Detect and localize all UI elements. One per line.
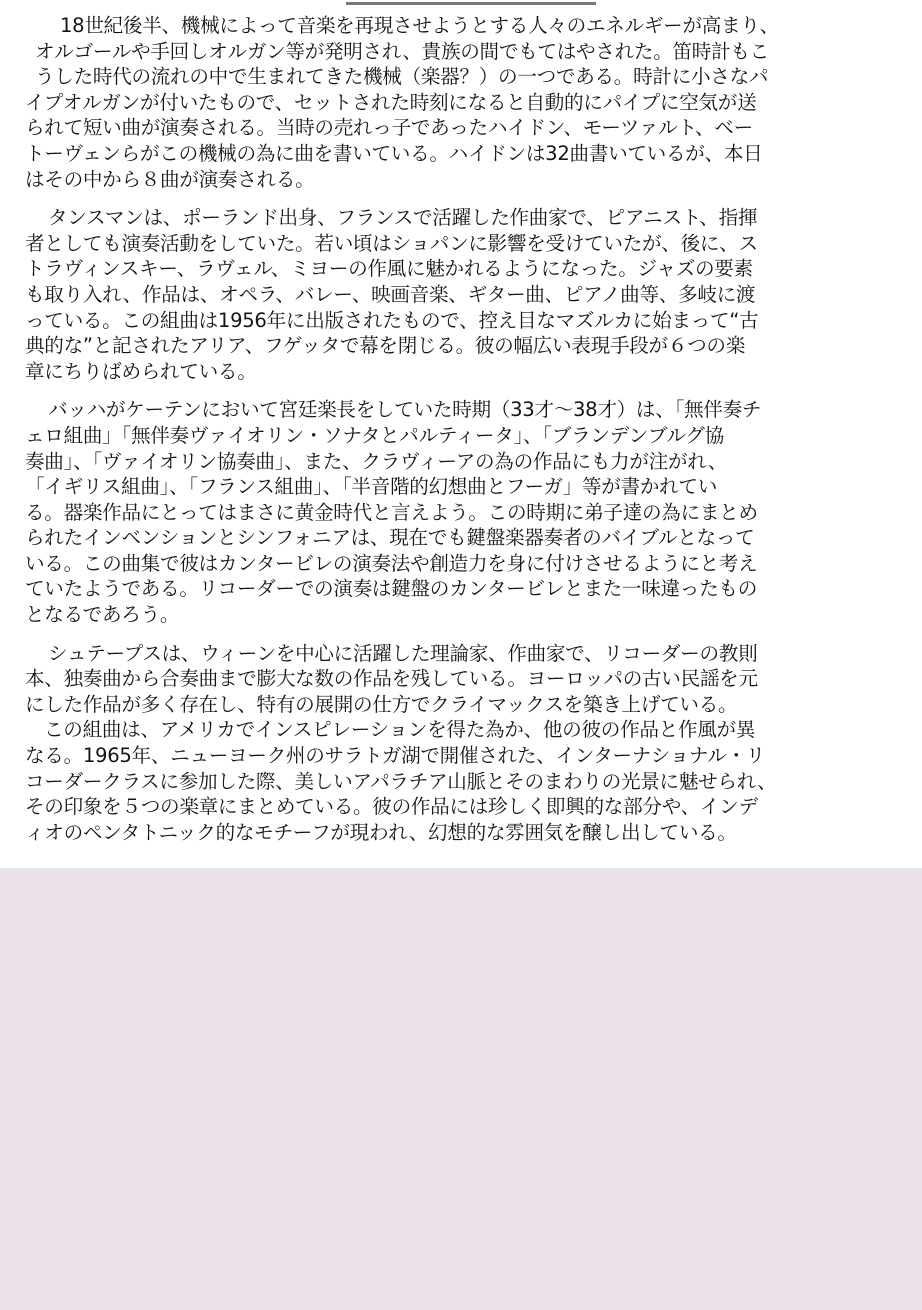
text-line: ィオのペンタトニック的なモチーフが現われ、幻想的な雰囲気を醸し出している。 bbox=[25, 820, 737, 844]
text-line: 典的な”と記されたアリア、フゲッタで幕を閉じる。彼の幅広い表現手段が６つの楽 bbox=[25, 334, 745, 358]
text-line: る。器楽作品にとってはまさに黄金時代と言えよう。この時期に弟子達の為にまとめ bbox=[25, 500, 758, 524]
text-line: なる。1965年、ニューヨーク州のサラトガ湖で開催された、インターナショナル・リ bbox=[25, 744, 766, 768]
text-line: となるであろう。 bbox=[25, 603, 180, 627]
text-line: トーヴェンらがこの機械の為に曲を書いている。ハイドンは32曲書いているが、本日 bbox=[25, 141, 763, 165]
text-line: タンスマンは、ポーランド出身、フランスで活躍した作曲家で、ピアニスト、指揮 bbox=[48, 206, 758, 230]
paragraph-staeps-suite bbox=[25, 717, 882, 845]
paragraph-flute-clock bbox=[25, 13, 882, 192]
text-line: うした時代の流れの中で生まれてきた機械（楽器？）の一つである。時計に小さなパ bbox=[35, 65, 769, 89]
text-line: 本、独奏曲から合奏曲まで膨大な数の作品を残している。ヨーロッパの古い民謡を元 bbox=[25, 667, 758, 691]
text-line: 者としても演奏活動をしていた。若い頃はショパンに影響を受けていたが、後に、ス bbox=[25, 231, 758, 255]
text-line: オルゴールや手回しオルガン等が発明され、貴族の間でもてはやされた。笛時計もこ bbox=[35, 39, 769, 63]
paragraph-staeps bbox=[25, 641, 882, 718]
text-line: 章にちりばめられている。 bbox=[25, 359, 257, 383]
text-line: っている。この組曲は1956年に出版されたもので、控え目なマズルカに始まって“古 bbox=[25, 308, 759, 332]
text-line: られて短い曲が演奏される。当時の売れっ子であったハイドン、モーツァルト、ベー bbox=[25, 116, 753, 140]
paragraph-bach bbox=[25, 397, 882, 627]
text-line: ていたようである。リコーダーでの演奏は鍵盤のカンタービレとまた一味違ったもの bbox=[25, 577, 757, 601]
text-line: も取り入れ、作品は、オペラ、バレー、映画音楽、ギター曲、ピアノ曲等、多岐に渡 bbox=[25, 282, 756, 306]
text-line: シュテープスは、ウィーンを中心に活躍した理論家、作曲家で、リコーダーの教則 bbox=[48, 641, 758, 665]
text-line: られたインベンションとシンフォニアは、現在でも鍵盤楽器奏者のバイブルとなって bbox=[25, 526, 755, 550]
text-line: 奏曲」、「ヴァイオリン協奏曲」、また、クラヴィーアの為の作品にも力が注がれ、 bbox=[25, 449, 727, 473]
text-line: バッハがケーテンにおいて宮廷楽長をしていた時期（33才～38才）は、「無伴奏チ bbox=[48, 398, 762, 422]
text-line: その印象を５つの楽章にまとめている。彼の作品には珍しく即興的な部分や、インデ bbox=[25, 795, 758, 819]
text-line: はその中から８曲が演奏される。 bbox=[25, 167, 315, 191]
text-line: にした作品が多く存在し、特有の展開の仕方でクライマックスを築き上げている。 bbox=[25, 692, 738, 716]
text-line: イプオルガンが付いたもので、セットされた時刻になると自動的にパイプに空気が送 bbox=[25, 90, 757, 114]
text-line: いる。この曲集で彼はカンタービレの演奏法や創造力を身に付けさせるようにと考え bbox=[25, 551, 758, 575]
text-line: コーダークラスに参加した際、美しいアパラチア山脈とそのまわりの光景に魅せられ、 bbox=[25, 769, 777, 793]
cut-off-heading-line bbox=[346, 0, 596, 5]
text-line: 18世紀後半、機械によって音楽を再現させようとする人々のエネルギーが高まり、 bbox=[60, 14, 779, 37]
text-line: トラヴィンスキー、ラヴェル、ミヨーの作風に魅かれるようになった。ジャズの要素 bbox=[25, 257, 753, 281]
text-line: 「イギリス組曲」、「フランス組曲」、「半音階的幻想曲とフーガ」等が書かれてい bbox=[25, 475, 718, 499]
text-line: ェロ組曲」「無伴奏ヴァイオリン・ソナタとパルティータ」、「ブランデンブルグ協 bbox=[25, 423, 724, 447]
paragraph-tansman bbox=[25, 205, 882, 384]
text-line: この組曲は、アメリカでインスピレーションを得た為か、他の彼の作品と作風が異 bbox=[44, 718, 756, 742]
